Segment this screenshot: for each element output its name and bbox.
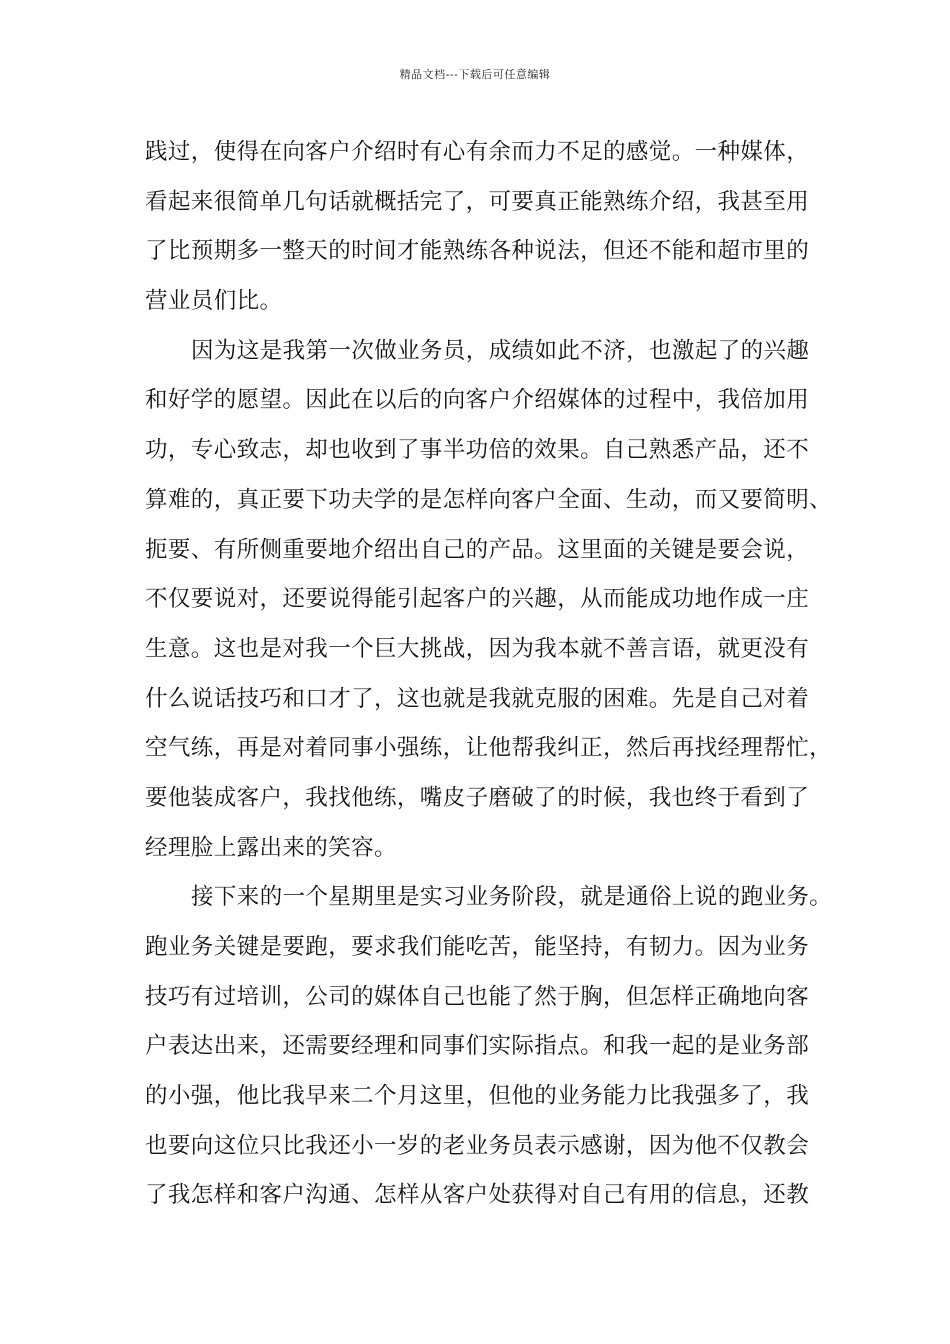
text-line: 算难的，真正要下功夫学的是怎样向客户全面、生动，而又要简明、 <box>145 486 833 513</box>
text-line: 要他装成客户，我找他练，嘴皮子磨破了的时候，我也终于看到了 <box>145 784 810 811</box>
text-line: 接下来的一个星期里是实习业务阶段，就是通俗上说的跑业务。 <box>191 884 833 911</box>
page-header: 精品文档---下载后可任意编辑 <box>399 68 551 81</box>
text-line: 看起来很简单几句话就概括完了，可要真正能熟练介绍，我甚至用 <box>145 188 810 215</box>
text-line: 和好学的愿望。因此在以后的向客户介绍媒体的过程中，我倍加用 <box>145 387 810 414</box>
text-line: 经理脸上露出来的笑容。 <box>145 834 397 861</box>
text-line: 技巧有过培训，公司的媒体自己也能了然于胸，但怎样正确地向客 <box>145 983 810 1010</box>
text-line: 功，专心致志，却也收到了事半功倍的效果。自己熟悉产品，还不 <box>145 437 810 464</box>
document-body <box>145 128 833 1221</box>
text-line: 了比预期多一整天的时间才能熟练各种说法，但还不能和超市里的 <box>145 238 810 265</box>
text-line: 跑业务关键是要跑，要求我们能吃苦，能坚持，有韧力。因为业务 <box>145 934 810 960</box>
text-line: 也要向这位只比我还小一岁的老业务员表示感谢，因为他不仅教会 <box>145 1132 810 1159</box>
text-line: 营业员们比。 <box>145 288 283 315</box>
text-line: 生意。这也是对我一个巨大挑战，因为我本就不善言语，就更没有 <box>145 635 810 662</box>
text-line: 的小强，他比我早来二个月这里，但他的业务能力比我强多了，我 <box>145 1083 810 1110</box>
text-line: 扼要、有所侧重要地介绍出自己的产品。这里面的关键是要会说， <box>145 536 810 563</box>
text-line: 空气练，再是对着同事小强练，让他帮我纠正，然后再找经理帮忙， <box>145 735 833 762</box>
text-line: 不仅要说对，还要说得能引起客户的兴趣，从而能成功地作成一庄 <box>145 586 810 613</box>
text-line: 户表达出来，还需要经理和同事们实际指点。和我一起的是业务部 <box>145 1033 810 1060</box>
text-line: 践过，使得在向客户介绍时有心有余而力不足的感觉。一种媒体， <box>145 139 810 165</box>
paragraph <box>145 128 825 327</box>
paragraph <box>145 873 833 1221</box>
text-line: 了我怎样和客户沟通、怎样从客户处获得对自己有用的信息，还教 <box>145 1182 810 1209</box>
text-line: 因为这是我第一次做业务员，成绩如此不济，也激起了的兴趣 <box>191 337 810 364</box>
text-line: 什么说话技巧和口才了，这也就是我就克服的困难。先是自己对着 <box>145 685 810 712</box>
paragraph <box>145 327 833 874</box>
